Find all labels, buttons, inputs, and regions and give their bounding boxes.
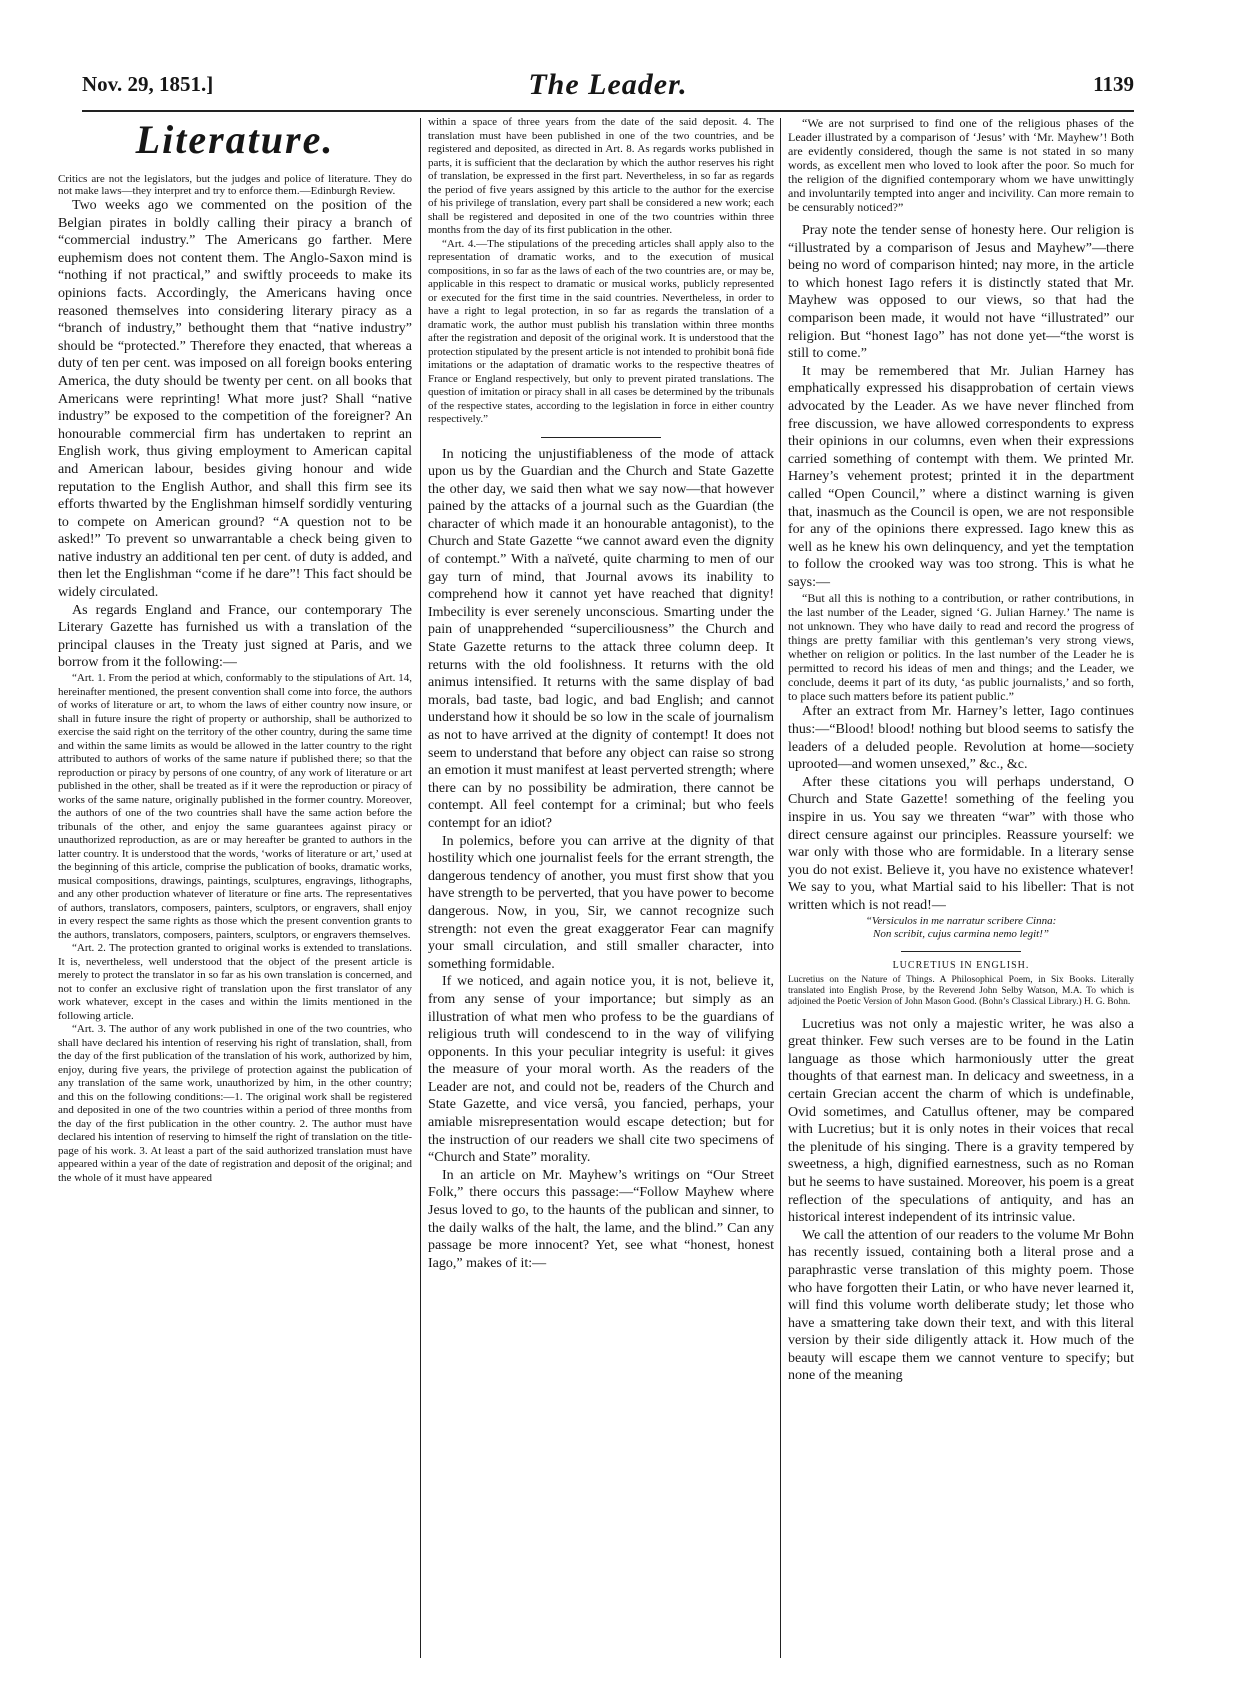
verse-line: Non scribit, cujus carmina nemo legit!”: [873, 927, 1049, 940]
book-reference: Lucretius on the Nature of Things. A Philosophical Poem, in Six Books. Literally translated into English Prose, by the Reverend John Selby Watson, M.A. To which is adjoined the Poetic Version of John Mason Good. (Bohn’s Classical Library.) H. G. Bohn.: [788, 974, 1134, 1007]
review-heading: LUCRETIUS IN ENGLISH.: [892, 959, 1030, 971]
spacer: [788, 1008, 1134, 1016]
quotation: “We are not surprised to find one of the religious phases of the Leader illustrated by a comparison of ‘Jesus’ with ‘Mr. Mayhew’! Both are evidently considered, though the same is not stated in so many words, as excellent men who loved to look after the poor. So much for the religion of the dignified contemporary whom we have unwittingly and involuntarily tempted into anger and incivility. Can more remain to be censurably noticed?”: [788, 116, 1134, 214]
paragraph: We call the attention of our readers to the volume Mr Bohn has recently issued, containing both a literal prose and a paraphrastic verse translation of this mighty poem. Those who have forgotten their Latin, or who have never learned it, will find this volume worth deliberate study; let those who have a smattering take down their text, and with this literal version by their side diligently attack it. How much of the beauty will escape them we cannot venture to specify; but none of the meaning: [788, 1227, 1134, 1384]
treaty-article: “Art. 4.—The stipulations of the preceding articles shall apply also to the representation of dramatic works, and to the execution of musical compositions, in so far as the laws of each of the two countries are, or may be, applicable in this respect to dramatic or musical works, publicly represented or executed for the first time in the said countries. Nevertheless, in order to have a right to legal protection, in so far as regards the translation of a dramatic work, the author must publish his translation within three months after the registration and deposit of the original work. It is understood that the protection stipulated by the present article is not intended to prohibit bonâ fide imitations or the adaptation of dramatic works to the respective theatres of France or England respectively, but only to prevent pirated translations. The question of imitation or piracy shall in all cases be determined by the tribunals of the respective states, according to the legislation in force in either country respectively.”: [428, 237, 774, 425]
verse-line: “Versiculos in me narratur scribere Cinna:: [865, 914, 1057, 927]
section-heading: Literature.: [135, 117, 335, 162]
paragraph: In an article on Mr. Mayhew’s writings on “Our Street Folk,” there occurs this passage:—“Follow Mayhew where Jesus loved to go, to the haunts of the publican and sinner, to the daily walks of the halt, the lame, and the blind.” Can any passage be more innocent? Yet, see what “honest, honest Iago,” makes of it:—: [428, 1167, 774, 1271]
paragraph: In polemics, before you can arrive at the dignity of that hostility which one journalist feels for the errant strength, the dangerous tendency of another, you must first show that you have strength to be perverted, that you have power to become dangerous. Now, in you, Sir, we cannot recognize such strength: not even the great exaggerator Fear can magnify your small circulation, and still smaller character, into something formidable.: [428, 833, 774, 972]
paragraph: After an extract from Mr. Harney’s letter, Iago continues thus:—“Blood! blood! nothing but blood seems to satisfy the leaders of a deluded people. Revolution at home—society uprooted—and women unsexed,” &c., &c.: [788, 704, 1134, 773]
masthead: The Leader.: [528, 68, 688, 101]
section-divider: [901, 951, 1021, 952]
page-number: 1139: [1093, 72, 1134, 96]
quotation: “But all this is nothing to a contribution, or rather contributions, in the last number of the Leader, signed ‘G. Julian Harney.’ The name is not unknown. They who have daily to read and record the progress of things are pretty familiar with this gentleman’s very strong views, whether on religion or politics. In the last number of the Leader he is permitted to record his ideas of men and things; and the Leader, we conclude, deems it part of its duty, ‘as public journalists,’ and so forth, to place such matters before its patient public.”: [788, 591, 1134, 704]
section-divider: [541, 437, 661, 438]
paragraph: Two weeks ago we commented on the position of the Belgian pirates in boldly calling their piracy a branch of “commercial industry.” The Americans go farther. Mere euphemism does not content them. The Anglo-Saxon mind is “nothing if not practical,” and swiftly proceeds to make its opinions facts. Accordingly, the Americans having once reasoned themselves into considering literary piracy as a “branch of industry,” bethought them that “native industry” should be “protected.” Therefore they enacted, that whereas a duty of ten per cent. was imposed on all foreign books entering America, the duty should be twenty per cent. on all books that Americans were reprinting! What more just? Shall “native industry” be exposed to the competition of the foreigner? An honourable commercial firm has undertaken to reprint an English work, thus giving employment to American capital and American labour, besides giving honour and wide reputation to the English Author, and shall this firm see its efforts thwarted by the Englishman himself sordidly venturing to compete on American ground? “A question not to be asked!” To prevent so unwarrantable a check being given to native industry an additional ten per cent. of duty is added, and then let the Englishman “come if he dare”! This fact should be widely circulated.: [58, 198, 412, 601]
paragraph: If we noticed, and again notice you, it is not, believe it, from any sense of your importance; but simply as an illustration of what men who profess to be the guardians of religious truth will condescend to in the way of vilifying opponents. In this your peculiar integrity is useful: it gives the measure of your moral worth. As the readers of the Leader are not, and could not be, readers of the Church and State Gazette, and vice versâ, you fancied, perhaps, your amiable misrepresentation would escape detection; but for the instruction of our readers we shall cite two specimens of “Church and State” morality.: [428, 974, 774, 1166]
column-1: [58, 116, 412, 1185]
treaty-article: “Art. 3. The author of any work published in one of the two countries, who shall have declared his intention of reserving his right of translation, shall, from the day of the first publication of the translation of his work, authorized by him, enjoy, during five years, the privilege of protection against the publication of any translation of the same work, unauthorized by him, in the other country; and this on the following conditions:—1. The original work shall be registered and deposited in one of the two countries within a period of three months from the day of the first publication in the other country. 2. The author must have declared his intention of reserving to himself the right of translation on the title-page of his work. 3. At least a part of the said authorized translation must have appeared within a year of the date of registration and deposit of the original; and the whole of it must have appeared: [58, 1023, 412, 1184]
paragraph: After these citations you will perhaps understand, O Church and State Gazette! something of the feeling you inspire in us. You say we threaten “war” with those who direct censure against our principles. Reassure yourself: we war only with those who are formidable. In a literary sense you do not exist. Believe it, you have no existence whatever! We say to you, what Martial said to his libeller: That is not written which is not read!—: [788, 774, 1134, 913]
column-3: [788, 116, 1134, 1385]
paragraph: Pray note the tender sense of honesty here. Our religion is “illustrated by a comparison of Jesus and Mayhew”—there being no word of comparison hinted; nay more, in the article to which honest Iago refers it is distinctly stated that Mr. Mayhew was opposed to our views, so that had the comparison been made, it would not have “illustrated” our religion. But “honest Iago” has not done yet—“the worst is still to come.”: [788, 223, 1134, 362]
treaty-article-continued: within a space of three years from the date of the said deposit. 4. The translation must have been published in one of the two countries, and be registered and deposited, as directed in Art. 8. As regards works published in parts, it is sufficient that the declaration by which the author reserves his right of translation, be expressed in the first part. Nevertheless, in so far as regards the period of five years assigned by this article to the author for the exercise of his privilege of translation, every part shall be considered a new work; each shall be registered and deposited in one of the two countries within three months from the day of its first publication in the other.: [428, 116, 774, 236]
paragraph: It may be remembered that Mr. Julian Harney has emphatically expressed his disapprobation of certain views advocated by the Leader. As we have never flinched from free discussion, we have allowed correspondents to express their opinions in our columns, even when their expressions carried something of contempt with them. We printed Mr. Harney’s vehement protest; printed it in the department called “Open Council,” where a distinct warning is given that, inasmuch as the Council is open, we are not responsible for any of the opinions there expressed. Iago knew this as well as he knew his own delinquency, and yet the temptation to follow the crooked way was too strong. This is what he says:—: [788, 363, 1134, 590]
treaty-article: “Art. 2. The protection granted to original works is extended to translations. It is, nevertheless, well understood that the object of the present article is merely to protect the translator in so far as his own translation is concerned, and not to confer an exclusive right of translation upon the first translator of any work whatever, except in the cases and within the limits mentioned in the following article.: [58, 942, 412, 1022]
page-header: [82, 68, 1134, 106]
column-2: [428, 116, 774, 1272]
treaty-article: “Art. 1. From the period at which, conformably to the stipulations of Art. 14, hereinafter mentioned, the present convention shall come into force, the authors of works of literature or art, to whom the laws of either country now insure, or shall in future insure the right of property or authorship, shall be authorized to exercise the said right on the territory of the other country, during the same time and within the same limits as would be allowed in the latter country to the right attributed to authors of works of the same nature if published there; so that the reproduction or piracy by persons of one country, of any work of literature or art published in the other, shall be treated as if it were the reproduction or piracy of works of the same nature, originally published in the former country. Moreover, the authors of one of the two countries shall have the same action before the tribunals of the other, and enjoy the same guarantees against piracy or unauthorized reproduction, as are or may hereafter be granted to authors in the latter country. It is understood that the words, ‘works of literature or art,’ used at the beginning of this article, comprise the publication of books, dramatic works, musical compositions, drawings, paintings, sculptures, engravings, lithographs, and any other production whatever of literature or fine arts. The representatives of authors, translators, composers, painters, sculptors, or engravers, shall enjoy in every respect the same rights as those which the present convention grants to the authors, translators, composers, painters, sculptors, or engravers themselves.: [58, 672, 412, 941]
column-divider-2: [780, 118, 781, 1658]
header-rule: [82, 110, 1134, 112]
paragraph: In noticing the unjustifiableness of the mode of attack upon us by the Guardian and the Church and State Gazette the other day, we said then what we say now—that however pained by the attacks of a journal such as the Guardian (the character of which made it an honourable antagonist), to the Church and State Gazette “we cannot award even the dignity of contempt.” With a naïveté, quite charming to men of our gay turn of mind, that Journal avows its inability to comprehend how it cannot yet have reached that dignity! Imbecility is ever serenely unconscious. Smarting under the pain of unapprehended “superciliousness” the Church and State Gazette returns to the attack three column deep. It returns with the old foolishness. It returns with the old animus intensified. It returns with the same display of bad morals, bad taste, bad logic, and bad English; and cannot understand how it should be so low in the scale of journalism as not to have arrived at the dignity of contempt! It does not seem to understand that before any object can raise so strong an emotion it must manifest at least perverted strength; where there can by no possibility be admiration, there cannot be contempt. All feel contempt for a criminal; but who feels contempt for an idiot?: [428, 446, 774, 831]
paragraph: As regards England and France, our contemporary The Literary Gazette has furnished us with a translation of the principal clauses in the Treaty just signed at Paris, and we borrow from it the following:—: [58, 602, 412, 671]
paragraph: Lucretius was not only a majestic writer, he was also a great thinker. Few such verses are to be found in the Latin language as those which harmoniously utter the great thoughts of that earnest man. In delicacy and sweetness, in a certain Grecian accent the charm of which is undefinable, Ovid sometimes, and Catullus oftener, may be compared with Lucretius; but it is only notes in their voices that recal the plenitude of his singing. There is a gravity tempered by sweetness, a high, dignified earnestness, such as no Roman but he seems to have sustained. Moreover, his poem is a great reflection of the speculations of antiquity, and has an historical interest independent of its intrinsic value.: [788, 1016, 1134, 1226]
column-divider-1: [420, 118, 421, 1658]
epigraph: Critics are not the legislators, but the judges and police of literature. They do not make laws—they interpret and try to enforce them.—Edinburgh Review.: [58, 173, 412, 197]
spacer: [788, 214, 1134, 222]
issue-date: Nov. 29, 1851.]: [82, 72, 214, 96]
